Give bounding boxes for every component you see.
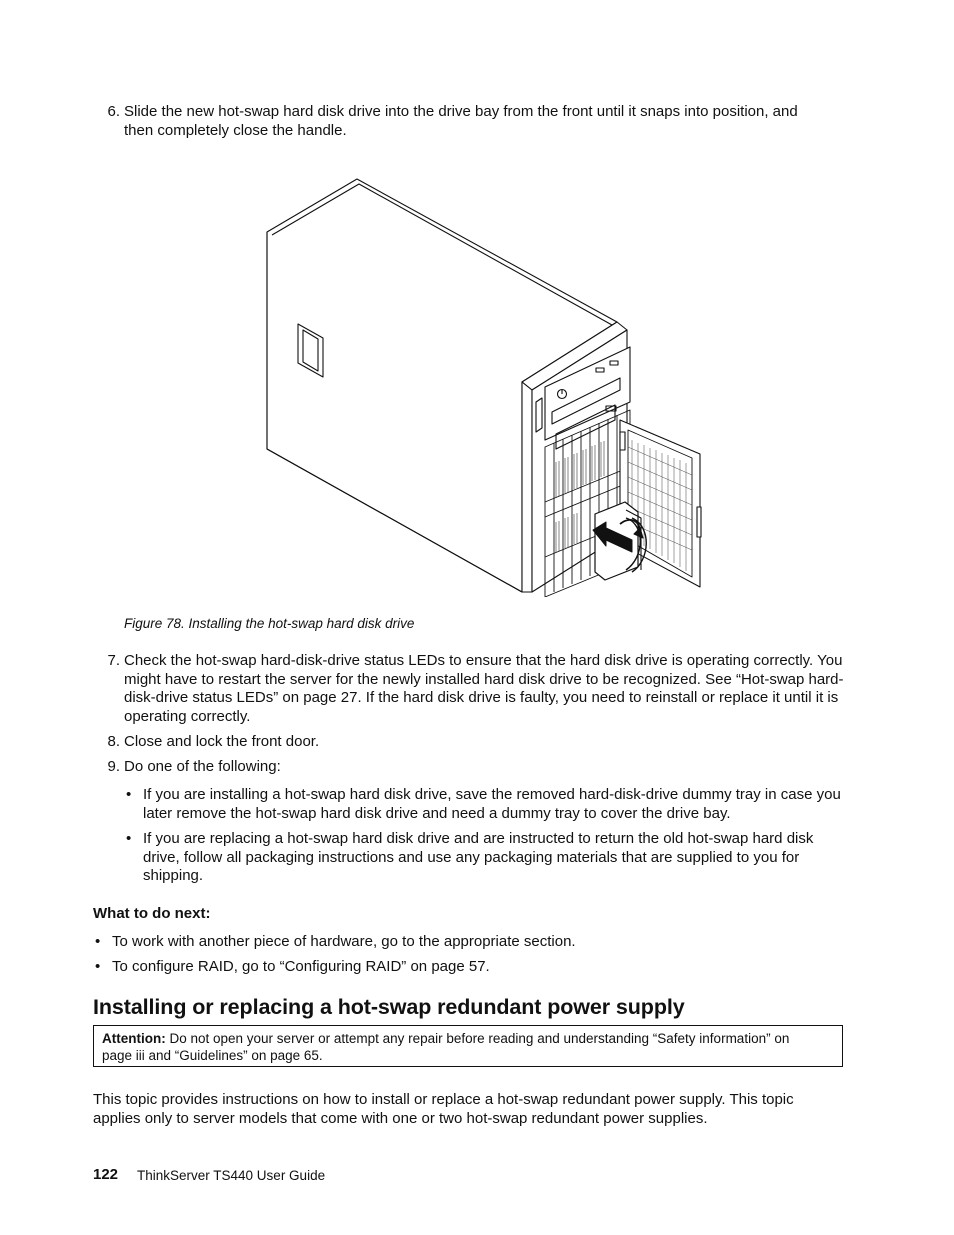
step-6-text: Slide the new hot-swap hard disk drive into the drive bay from the front until it snaps into position, and then completely close the handle. xyxy=(124,103,798,139)
step-7-text: Check the hot-swap hard-disk-drive status LEDs to ensure that the hard disk drive is operating correctly. You might have to restart the server for the newly installed hard disk drive to be recognized. See “Hot-swap hard-disk-drive status LEDs” on page 27. If the hard disk drive is faulty, you need to reinstall or replace it until it is operating correctly. xyxy=(124,652,844,725)
step-8-text: Close and lock the front door. xyxy=(124,733,320,750)
sub-bullet-item: If you are installing a hot-swap hard disk drive, save the removed hard-disk-drive dummy tray in case you later remove the hot-swap hard disk drive and need a dummy tray to cover the drive bay. xyxy=(143,786,841,822)
next-bullet-glyph: • xyxy=(95,933,101,950)
figure-server-illustration xyxy=(260,172,710,601)
attention-text: Do not open your server or attempt any repair before reading and understanding “Safety information” on page iii and “Guidelines” on page 65. xyxy=(102,1031,790,1063)
attention-box xyxy=(93,1025,843,1067)
attention-content xyxy=(102,1030,822,1064)
sub-bullet-glyph: • xyxy=(126,830,132,847)
sub-bullet-item: If you are replacing a hot-swap hard disk drive and are instructed to return the old hot-swap hard disk drive, follow all packaging instructions and use any packaging materials that are supplied to you for shipping. xyxy=(143,830,814,884)
section-intro: This topic provides instructions on how to install or replace a hot-swap redundant power supply. This topic applies only to server models that come with one or two hot-swap redundant power supplies. xyxy=(93,1091,794,1127)
next-bullet-glyph: • xyxy=(95,958,101,975)
step-6-number: 6. xyxy=(107,103,120,120)
sub-bullet-glyph: • xyxy=(126,786,132,803)
section-title: Installing or replacing a hot-swap redundant power supply xyxy=(93,995,685,1019)
attention-label: Attention: xyxy=(102,1031,166,1046)
page-number: 122 xyxy=(93,1166,119,1183)
what-to-do-next-heading: What to do next: xyxy=(93,905,211,922)
document-title: ThinkServer TS440 User Guide xyxy=(137,1168,326,1183)
figure-caption: Figure 78. Installing the hot-swap hard disk drive xyxy=(124,616,415,631)
step-8-number: 8. xyxy=(107,733,120,750)
next-item: To work with another piece of hardware, go to the appropriate section. xyxy=(112,933,576,950)
step-9-number: 9. xyxy=(107,758,120,775)
step-7-number: 7. xyxy=(107,652,120,669)
step-9-text: Do one of the following: xyxy=(124,758,281,775)
next-item: To configure RAID, go to “Configuring RAID” on page 57. xyxy=(112,958,490,975)
